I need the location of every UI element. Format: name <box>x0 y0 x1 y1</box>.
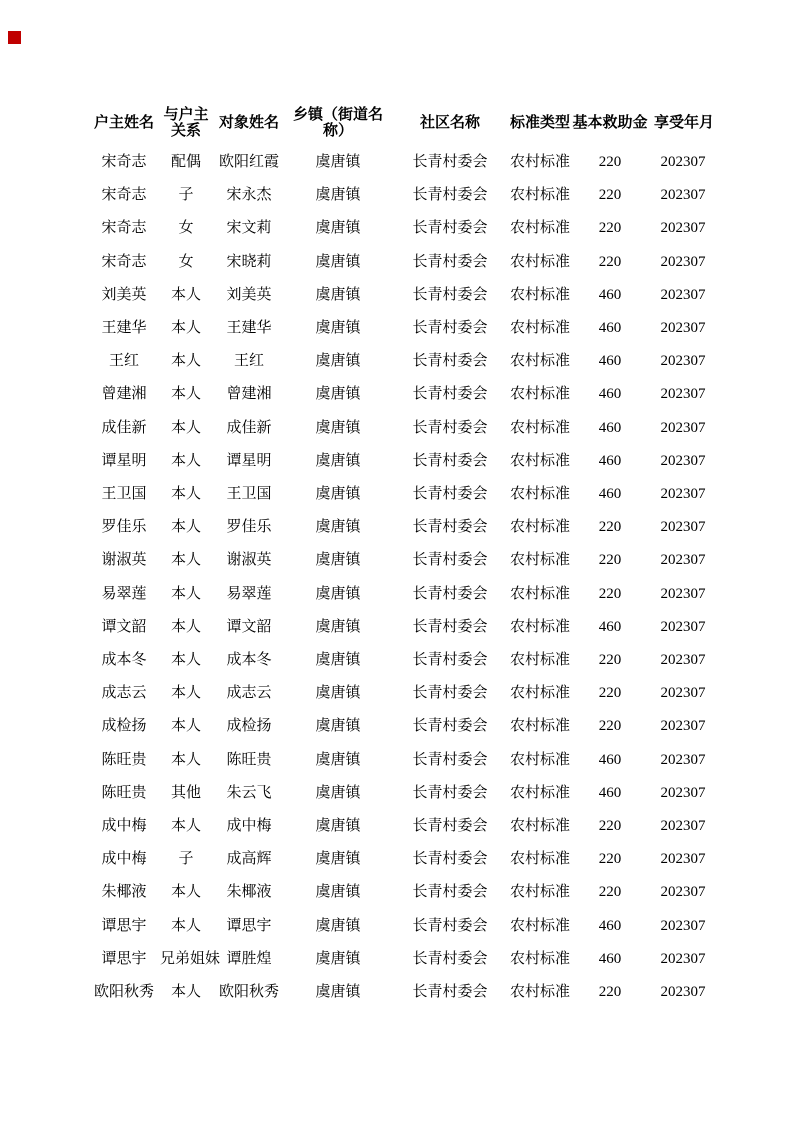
table-row <box>88 843 712 876</box>
cell-relation: 其他 <box>170 784 201 801</box>
cell-standard-type: 农村标准 <box>510 917 571 934</box>
cell-household-head: 王红 <box>108 353 139 370</box>
cell-benefit-month: 202307 <box>660 386 706 403</box>
cell-township: 虞唐镇 <box>315 884 361 901</box>
cell-relation: 女 <box>178 220 194 237</box>
cell-community: 长青村委会 <box>412 386 488 403</box>
table-row <box>88 810 712 843</box>
cell-relation: 本人 <box>170 519 201 536</box>
cell-benefit-month: 202307 <box>660 320 706 337</box>
cell-basic-amount: 220 <box>598 253 622 270</box>
cell-standard-type: 农村标准 <box>510 851 571 868</box>
cell-relation: 本人 <box>170 552 201 569</box>
cell-township: 虞唐镇 <box>315 851 361 868</box>
cell-benefit-month: 202307 <box>660 984 706 1001</box>
cell-person-name: 欧阳红霞 <box>218 154 279 170</box>
cell-basic-amount: 220 <box>598 685 622 702</box>
cell-standard-type: 农村标准 <box>510 419 571 436</box>
cell-benefit-month: 202307 <box>660 652 706 669</box>
cell-household-head: 谭思宇 <box>101 950 147 967</box>
cell-person-name: 成中梅 <box>226 818 272 835</box>
cell-person-name: 王红 <box>233 353 264 370</box>
cell-household-head: 刘美英 <box>101 286 147 303</box>
cell-community: 长青村委会 <box>412 950 488 967</box>
cell-township: 虞唐镇 <box>315 419 361 436</box>
cell-person-name: 谭星明 <box>226 452 272 469</box>
cell-standard-type: 农村标准 <box>510 718 571 735</box>
cell-standard-type: 农村标准 <box>510 685 571 702</box>
cell-household-head: 欧阳秋秀 <box>93 984 154 1001</box>
cell-relation: 本人 <box>170 984 201 1001</box>
cell-community: 长青村委会 <box>412 353 488 370</box>
cell-household-head: 罗佳乐 <box>101 519 147 536</box>
table-row <box>88 279 712 312</box>
cell-standard-type: 农村标准 <box>510 187 571 204</box>
cell-standard-type: 农村标准 <box>510 452 571 469</box>
cell-household-head: 谢淑英 <box>101 552 147 569</box>
cell-township: 虞唐镇 <box>315 220 361 237</box>
cell-relation: 配偶 <box>170 154 201 170</box>
cell-community: 长青村委会 <box>412 320 488 337</box>
cell-relation: 兄弟姐妹 <box>160 950 221 967</box>
cell-township: 虞唐镇 <box>315 652 361 669</box>
cell-household-head: 宋奇志 <box>101 154 147 170</box>
cell-benefit-month: 202307 <box>660 884 706 901</box>
cell-person-name: 成本冬 <box>226 652 272 669</box>
cell-benefit-month: 202307 <box>660 618 706 635</box>
table-row <box>88 710 712 743</box>
cell-relation: 本人 <box>170 884 201 901</box>
cell-township: 虞唐镇 <box>315 452 361 469</box>
table-row <box>88 146 712 179</box>
cell-household-head: 陈旺贵 <box>101 784 147 801</box>
cell-township: 虞唐镇 <box>315 618 361 635</box>
cell-community: 长青村委会 <box>412 851 488 868</box>
cell-person-name: 王卫国 <box>226 486 272 503</box>
table-row <box>88 312 712 345</box>
cell-person-name: 成志云 <box>226 685 272 702</box>
cell-relation: 本人 <box>170 585 201 602</box>
table-body <box>88 146 712 1009</box>
cell-person-name: 成佳新 <box>226 419 272 436</box>
cell-basic-amount: 460 <box>598 486 622 503</box>
cell-household-head: 成志云 <box>101 685 147 702</box>
table-row <box>88 644 712 677</box>
cell-basic-amount: 220 <box>598 718 622 735</box>
assistance-roster-table <box>88 100 715 1009</box>
table-row <box>88 976 712 1009</box>
cell-relation: 本人 <box>170 286 201 303</box>
cell-person-name: 欧阳秋秀 <box>218 984 279 1001</box>
cell-person-name: 成高辉 <box>226 851 272 868</box>
column-header-benefit-month: 享受年月 <box>654 114 715 131</box>
cell-township: 虞唐镇 <box>315 552 361 569</box>
cell-person-name: 宋文莉 <box>226 220 272 237</box>
cell-standard-type: 农村标准 <box>510 618 571 635</box>
cell-basic-amount: 220 <box>598 552 622 569</box>
table-row <box>88 611 712 644</box>
cell-township: 虞唐镇 <box>315 585 361 602</box>
cell-township: 虞唐镇 <box>315 320 361 337</box>
cell-community: 长青村委会 <box>412 685 488 702</box>
cell-benefit-month: 202307 <box>660 751 706 768</box>
cell-standard-type: 农村标准 <box>510 784 571 801</box>
cell-community: 长青村委会 <box>412 618 488 635</box>
cell-basic-amount: 220 <box>598 519 622 536</box>
cell-basic-amount: 460 <box>598 751 622 768</box>
cell-community: 长青村委会 <box>412 818 488 835</box>
cell-relation: 本人 <box>170 751 201 768</box>
cell-basic-amount: 460 <box>598 784 622 801</box>
cell-benefit-month: 202307 <box>660 452 706 469</box>
cell-community: 长青村委会 <box>412 519 488 536</box>
cell-community: 长青村委会 <box>412 419 488 436</box>
cell-benefit-month: 202307 <box>660 851 706 868</box>
cell-standard-type: 农村标准 <box>510 984 571 1001</box>
cell-person-name: 宋永杰 <box>226 187 272 204</box>
table-row <box>88 478 712 511</box>
table-header <box>88 100 715 146</box>
cell-benefit-month: 202307 <box>660 685 706 702</box>
cell-person-name: 刘美英 <box>226 286 272 303</box>
cell-township: 虞唐镇 <box>315 253 361 270</box>
cell-benefit-month: 202307 <box>660 286 706 303</box>
column-header-township: 乡镇（街道名称） <box>292 106 383 139</box>
table-row <box>88 677 712 710</box>
cell-community: 长青村委会 <box>412 718 488 735</box>
table-row <box>88 777 712 810</box>
table-row <box>88 246 712 279</box>
cell-basic-amount: 460 <box>598 950 622 967</box>
cell-basic-amount: 460 <box>598 386 622 403</box>
column-header-standard-type: 标准类型 <box>510 114 571 131</box>
cell-standard-type: 农村标准 <box>510 751 571 768</box>
cell-community: 长青村委会 <box>412 552 488 569</box>
cell-person-name: 谢淑英 <box>226 552 272 569</box>
cell-community: 长青村委会 <box>412 220 488 237</box>
cell-person-name: 陈旺贵 <box>226 751 272 768</box>
cell-township: 虞唐镇 <box>315 784 361 801</box>
cell-household-head: 曾建湘 <box>101 386 147 403</box>
cell-person-name: 谭胜煌 <box>226 950 272 967</box>
cell-household-head: 陈旺贵 <box>101 751 147 768</box>
cell-household-head: 成中梅 <box>101 818 147 835</box>
cell-township: 虞唐镇 <box>315 187 361 204</box>
cell-standard-type: 农村标准 <box>510 486 571 503</box>
cell-township: 虞唐镇 <box>315 486 361 503</box>
column-header-basic-amount: 基本救助金 <box>572 114 648 131</box>
cell-household-head: 成中梅 <box>101 851 147 868</box>
cell-household-head: 宋奇志 <box>101 253 147 270</box>
cell-relation: 本人 <box>170 452 201 469</box>
cell-relation: 本人 <box>170 486 201 503</box>
cell-standard-type: 农村标准 <box>510 220 571 237</box>
cell-household-head: 易翠莲 <box>101 585 147 602</box>
cell-benefit-month: 202307 <box>660 154 706 170</box>
cell-township: 虞唐镇 <box>315 154 361 170</box>
cell-basic-amount: 220 <box>598 818 622 835</box>
cell-benefit-month: 202307 <box>660 917 706 934</box>
cell-community: 长青村委会 <box>412 784 488 801</box>
cell-basic-amount: 220 <box>598 220 622 237</box>
cell-benefit-month: 202307 <box>660 486 706 503</box>
cell-community: 长青村委会 <box>412 751 488 768</box>
cell-township: 虞唐镇 <box>315 286 361 303</box>
cell-standard-type: 农村标准 <box>510 884 571 901</box>
cell-household-head: 王建华 <box>101 320 147 337</box>
cell-township: 虞唐镇 <box>315 751 361 768</box>
cell-benefit-month: 202307 <box>660 950 706 967</box>
cell-relation: 子 <box>178 851 194 868</box>
cell-basic-amount: 220 <box>598 851 622 868</box>
cell-standard-type: 农村标准 <box>510 950 571 967</box>
table-row <box>88 445 712 478</box>
cell-person-name: 易翠莲 <box>226 585 272 602</box>
cell-township: 虞唐镇 <box>315 818 361 835</box>
cell-benefit-month: 202307 <box>660 519 706 536</box>
cell-community: 长青村委会 <box>412 917 488 934</box>
cell-person-name: 朱云飞 <box>226 784 272 801</box>
cell-person-name: 宋晓莉 <box>226 253 272 270</box>
cell-basic-amount: 460 <box>598 320 622 337</box>
table-row <box>88 544 712 577</box>
cell-household-head: 谭文韶 <box>101 618 147 635</box>
table-row <box>88 345 712 378</box>
cell-standard-type: 农村标准 <box>510 286 571 303</box>
cell-household-head: 成检扬 <box>101 718 147 735</box>
column-header-household-head: 户主姓名 <box>93 114 154 131</box>
table-row <box>88 910 712 943</box>
cell-person-name: 曾建湘 <box>226 386 272 403</box>
table-row <box>88 179 712 212</box>
red-marker-square <box>8 31 21 44</box>
table-row <box>88 744 712 777</box>
cell-township: 虞唐镇 <box>315 718 361 735</box>
cell-benefit-month: 202307 <box>660 784 706 801</box>
cell-basic-amount: 460 <box>598 286 622 303</box>
table-row <box>88 876 712 909</box>
cell-basic-amount: 220 <box>598 585 622 602</box>
cell-household-head: 成佳新 <box>101 419 147 436</box>
cell-standard-type: 农村标准 <box>510 253 571 270</box>
cell-township: 虞唐镇 <box>315 685 361 702</box>
cell-standard-type: 农村标准 <box>510 386 571 403</box>
cell-community: 长青村委会 <box>412 187 488 204</box>
cell-relation: 本人 <box>170 320 201 337</box>
cell-person-name: 罗佳乐 <box>226 519 272 536</box>
cell-person-name: 成检扬 <box>226 718 272 735</box>
cell-township: 虞唐镇 <box>315 950 361 967</box>
cell-benefit-month: 202307 <box>660 187 706 204</box>
cell-benefit-month: 202307 <box>660 220 706 237</box>
table-row <box>88 412 712 445</box>
cell-basic-amount: 220 <box>598 884 622 901</box>
cell-benefit-month: 202307 <box>660 585 706 602</box>
cell-township: 虞唐镇 <box>315 386 361 403</box>
cell-basic-amount: 460 <box>598 419 622 436</box>
cell-person-name: 谭文韶 <box>226 618 272 635</box>
cell-household-head: 朱椰液 <box>101 884 147 901</box>
cell-basic-amount: 460 <box>598 452 622 469</box>
cell-basic-amount: 220 <box>598 187 622 204</box>
cell-standard-type: 农村标准 <box>510 154 571 170</box>
cell-township: 虞唐镇 <box>315 519 361 536</box>
cell-community: 长青村委会 <box>412 984 488 1001</box>
cell-benefit-month: 202307 <box>660 253 706 270</box>
cell-community: 长青村委会 <box>412 452 488 469</box>
table-row <box>88 511 712 544</box>
cell-person-name: 朱椰液 <box>226 884 272 901</box>
cell-township: 虞唐镇 <box>315 917 361 934</box>
cell-benefit-month: 202307 <box>660 552 706 569</box>
cell-standard-type: 农村标准 <box>510 585 571 602</box>
cell-relation: 本人 <box>170 353 201 370</box>
cell-basic-amount: 460 <box>598 917 622 934</box>
column-header-community: 社区名称 <box>419 114 480 131</box>
cell-household-head: 宋奇志 <box>101 187 147 204</box>
cell-basic-amount: 460 <box>598 618 622 635</box>
cell-household-head: 王卫国 <box>101 486 147 503</box>
cell-household-head: 宋奇志 <box>101 220 147 237</box>
column-header-person-name: 对象姓名 <box>218 114 279 131</box>
cell-relation: 本人 <box>170 685 201 702</box>
table-row <box>88 578 712 611</box>
cell-household-head: 成本冬 <box>101 652 147 669</box>
table-row <box>88 212 712 245</box>
cell-basic-amount: 460 <box>598 353 622 370</box>
cell-relation: 女 <box>178 253 194 270</box>
cell-community: 长青村委会 <box>412 884 488 901</box>
cell-standard-type: 农村标准 <box>510 353 571 370</box>
cell-community: 长青村委会 <box>412 253 488 270</box>
cell-relation: 本人 <box>170 618 201 635</box>
cell-standard-type: 农村标准 <box>510 652 571 669</box>
cell-standard-type: 农村标准 <box>510 320 571 337</box>
cell-township: 虞唐镇 <box>315 984 361 1001</box>
cell-standard-type: 农村标准 <box>510 519 571 536</box>
cell-relation: 本人 <box>170 419 201 436</box>
cell-relation: 本人 <box>170 718 201 735</box>
cell-community: 长青村委会 <box>412 286 488 303</box>
cell-community: 长青村委会 <box>412 585 488 602</box>
cell-benefit-month: 202307 <box>660 818 706 835</box>
cell-community: 长青村委会 <box>412 486 488 503</box>
cell-relation: 本人 <box>170 917 201 934</box>
cell-standard-type: 农村标准 <box>510 818 571 835</box>
cell-household-head: 谭思宇 <box>101 917 147 934</box>
cell-relation: 子 <box>178 187 194 204</box>
cell-benefit-month: 202307 <box>660 718 706 735</box>
column-header-relation: 与户主关系 <box>163 106 209 139</box>
cell-community: 长青村委会 <box>412 652 488 669</box>
cell-basic-amount: 220 <box>598 984 622 1001</box>
cell-person-name: 王建华 <box>226 320 272 337</box>
cell-basic-amount: 220 <box>598 652 622 669</box>
cell-basic-amount: 220 <box>598 154 622 170</box>
cell-benefit-month: 202307 <box>660 353 706 370</box>
table-row <box>88 378 712 411</box>
cell-household-head: 谭星明 <box>101 452 147 469</box>
cell-relation: 本人 <box>170 652 201 669</box>
cell-relation: 本人 <box>170 386 201 403</box>
table-row <box>88 943 712 976</box>
cell-benefit-month: 202307 <box>660 419 706 436</box>
cell-township: 虞唐镇 <box>315 353 361 370</box>
cell-person-name: 谭思宇 <box>226 917 272 934</box>
table-header-row <box>88 100 712 146</box>
cell-relation: 本人 <box>170 818 201 835</box>
cell-community: 长青村委会 <box>412 154 488 170</box>
cell-standard-type: 农村标准 <box>510 552 571 569</box>
